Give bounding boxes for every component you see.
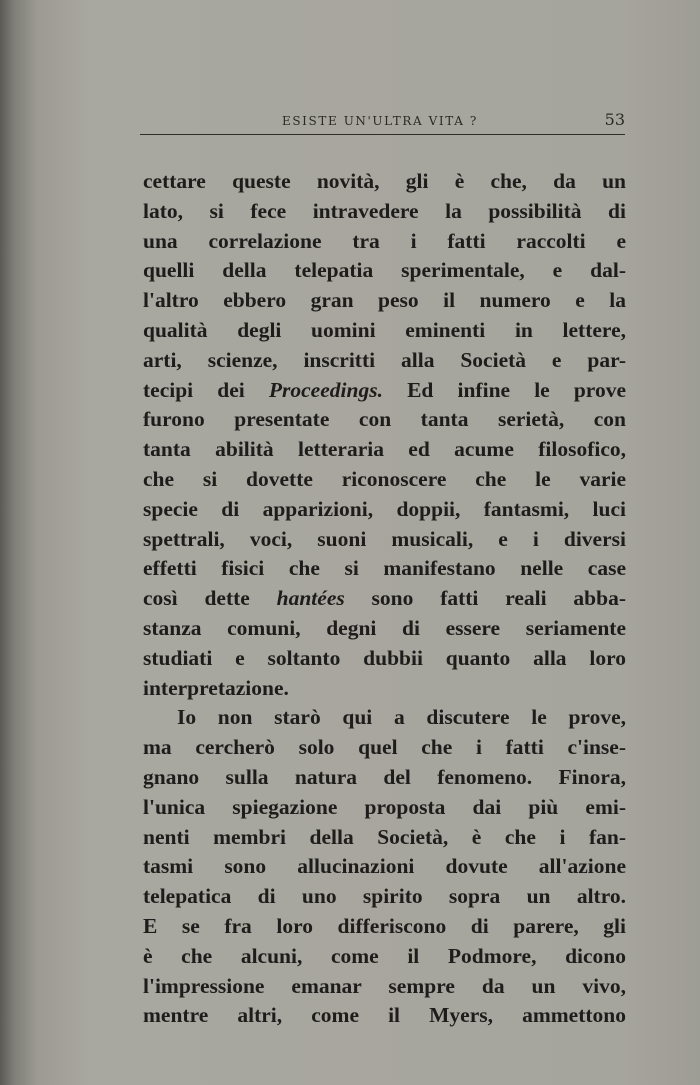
text-line: cettare queste novità, gli è che, da un [143, 169, 626, 193]
text-line: mentre altri, come il Myers, ammettono [143, 1003, 626, 1028]
text-segment: sono fatti reali abba- [344, 586, 626, 611]
text-line: lato, si fece intravedere la possibilità di [143, 198, 626, 223]
text-line: che si dovette riconoscere che le varie [143, 466, 626, 491]
text-line: stanza comuni, degni di essere seriamente [143, 615, 626, 640]
text-line [143, 584, 626, 614]
paragraph-first-line: Io non starò qui a discutere le prove, [177, 705, 626, 730]
text-line: gnano sulla natura del fenomeno. Finora, [143, 764, 626, 789]
text-line: E se fra loro differiscono di parere, gli [143, 913, 626, 938]
text-line: una correlazione tra i fatti raccolti e [143, 228, 626, 253]
page-number: 53 [604, 110, 625, 129]
text-line: furono presentate con tanta serietà, con [143, 407, 626, 432]
text-segment: Ed infine le prove [382, 377, 626, 402]
italic-title: Proceedings. [268, 377, 383, 402]
text-line [143, 376, 626, 406]
text-line: interpretazione. [143, 675, 289, 700]
italic-word: hantées [276, 586, 345, 611]
text-line: ma cercherò solo quel che i fatti c'inse- [143, 735, 626, 760]
running-title: ESISTE UN'ULTRA VITA ? [282, 114, 478, 128]
text-line: qualità degli uomini eminenti in lettere, [143, 317, 626, 342]
text-line: l'unica spiegazione proposta dai più emi- [143, 794, 626, 819]
text-line: spettrali, voci, suoni musicali, e i diversi [143, 526, 626, 551]
text-line: telepatica di uno spirito sopra un altro. [143, 884, 626, 909]
text-line: arti, scienze, inscritti alla Società e par- [143, 347, 626, 372]
text-line: effetti fisici che si manifestano nelle case [143, 556, 626, 581]
text-line: studiati e soltanto dubbii quanto alla loro [143, 645, 626, 670]
text-line: l'impressione emanar sempre da un vivo, [143, 973, 626, 998]
text-line: tasmi sono allucinazioni dovute all'azione [143, 854, 626, 879]
page-header [140, 104, 625, 135]
text-line: specie di apparizioni, doppii, fantasmi, luci [143, 496, 626, 521]
text-line: è che alcuni, come il Podmore, dicono [143, 943, 626, 968]
text-segment: così dette [143, 586, 277, 611]
text-segment: tecipi dei [143, 377, 269, 402]
text-line: tanta abilità letteraria ed acume filosofico, [143, 437, 626, 462]
body-text [143, 167, 626, 1031]
text-line: quelli della telepatia sperimentale, e dal- [143, 258, 626, 283]
text-line: nenti membri della Società, è che i fan- [143, 824, 626, 849]
text-line: l'altro ebbero gran peso il numero e la [143, 288, 626, 313]
